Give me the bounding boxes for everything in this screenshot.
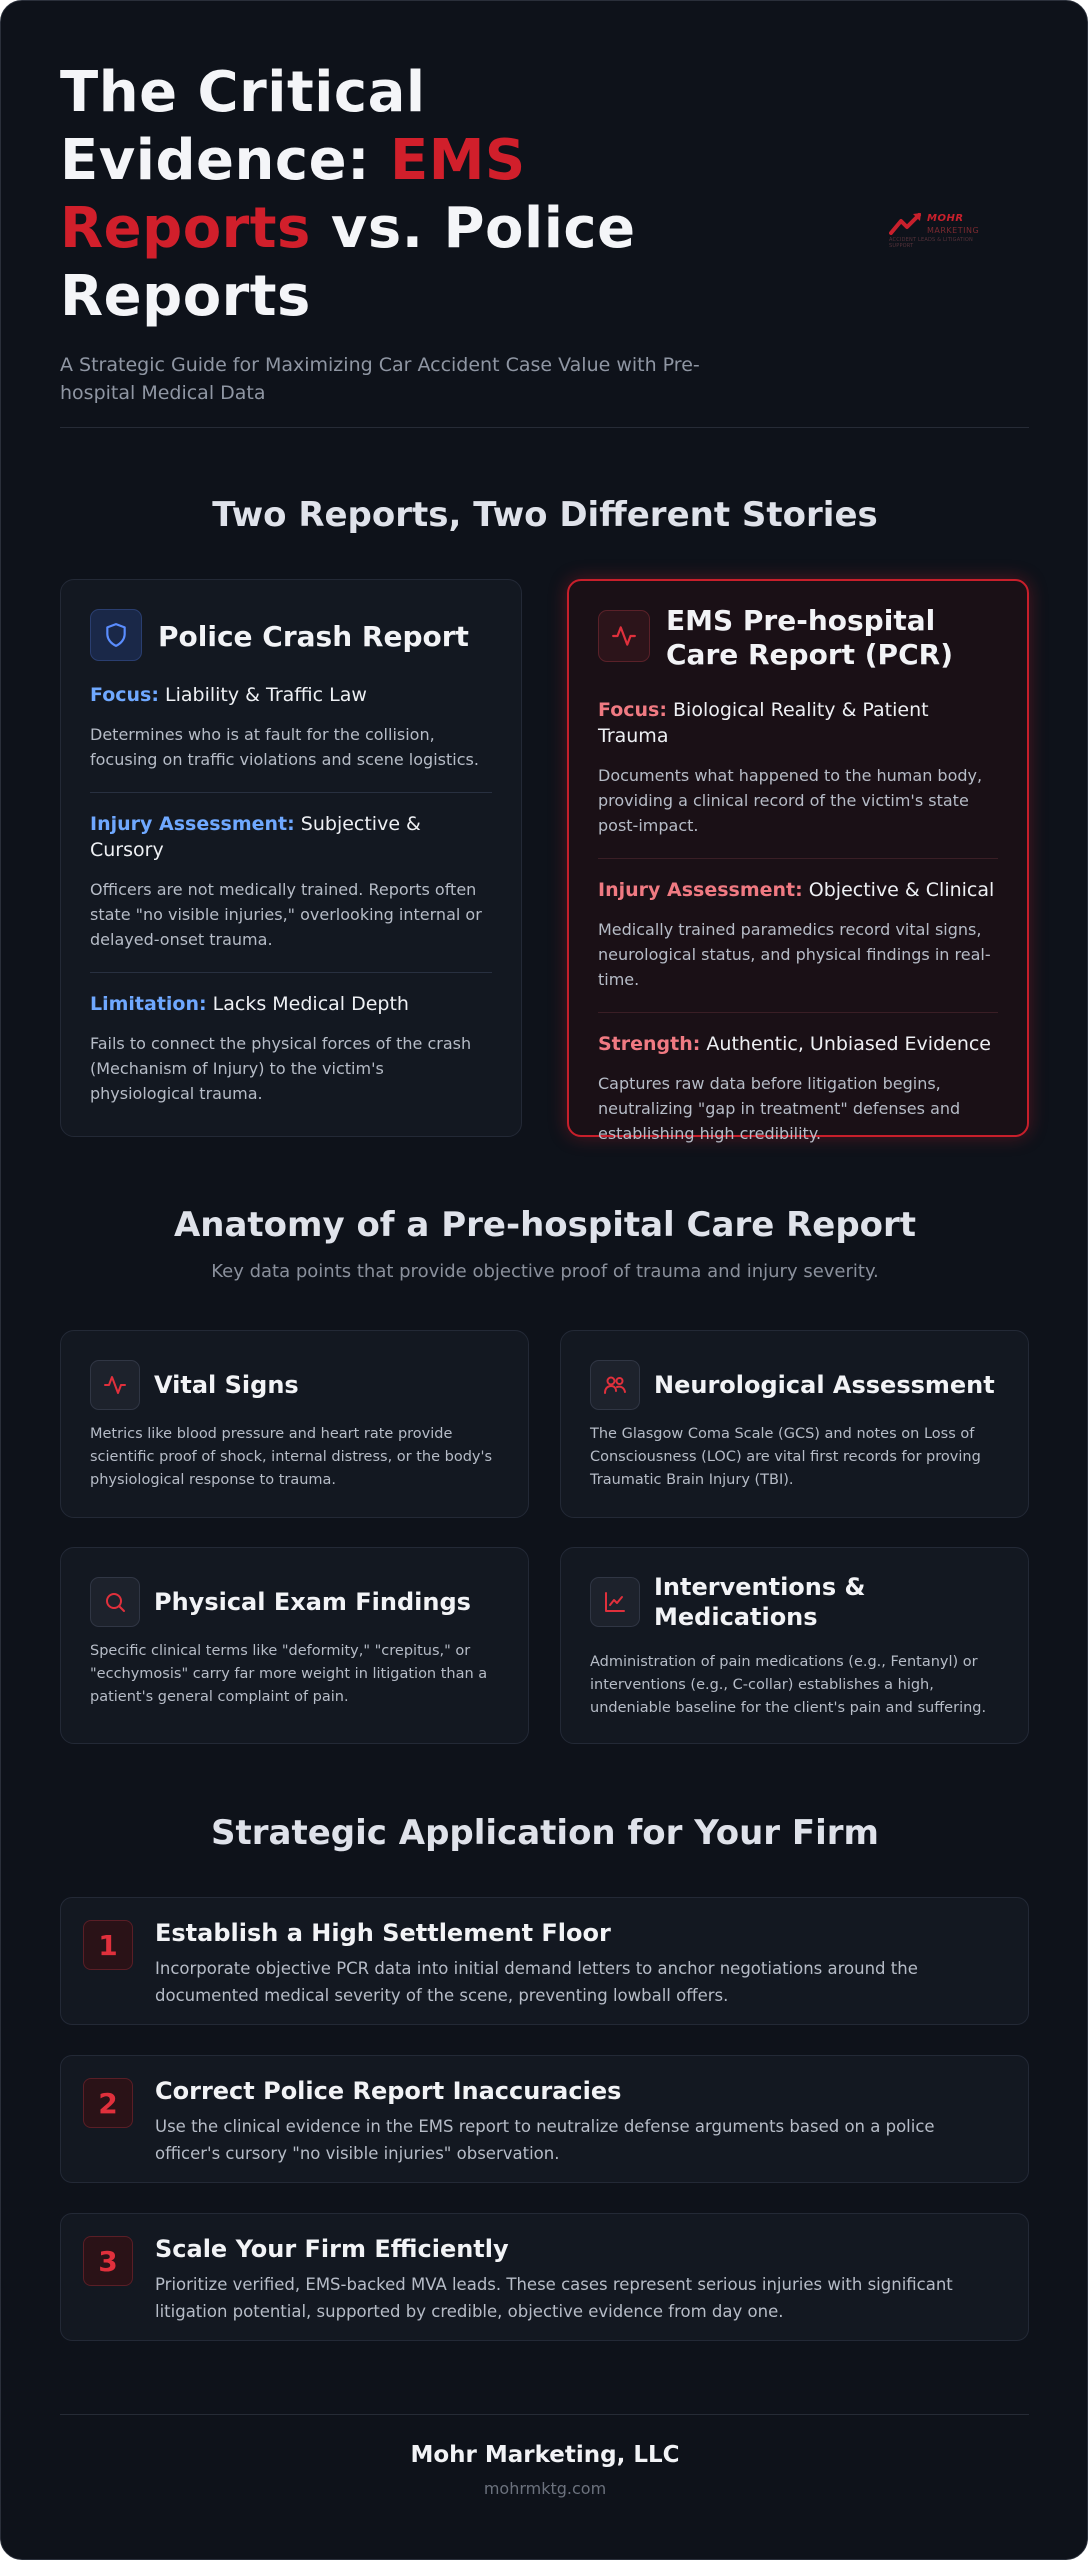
step-title: Scale Your Firm Efficiently (155, 2235, 509, 2263)
police-item (90, 811, 492, 973)
item-key: Focus: (90, 684, 159, 706)
anatomy-icon-box (90, 1360, 140, 1410)
police-icon-box (90, 609, 142, 661)
item-desc: Documents what happened to the human body, providing a clinical record of the victim's state post-impact. (598, 766, 983, 835)
strategy-step (60, 2055, 1029, 2183)
ems-icon-box (598, 610, 650, 662)
ems-items (598, 697, 998, 1146)
item-value: Liability & Traffic Law (165, 684, 367, 706)
chart-icon (603, 1590, 627, 1614)
header (60, 59, 1029, 429)
ems-item (598, 1031, 998, 1146)
footer-divider (60, 2414, 1029, 2415)
ems-card-title: EMS Pre-hospital Care Report (PCR) (666, 604, 953, 671)
footer-company: Mohr Marketing, LLC (410, 2442, 680, 2468)
police-card-title: Police Crash Report (158, 620, 469, 653)
step-title: Correct Police Report Inaccuracies (155, 2077, 622, 2105)
title-accent: EMS Reports (60, 128, 526, 261)
anatomy-card-physical-exam (60, 1547, 529, 1744)
anatomy-card-title: Vital Signs (154, 1371, 299, 1399)
item-desc: Fails to connect the physical forces of the crash (Mechanism of Injury) to the victim's physiological trauma. (90, 1034, 472, 1103)
step-number: 1 (83, 1920, 133, 1970)
ems-report-card (567, 579, 1029, 1143)
ems-item (598, 697, 998, 859)
item-key: Limitation: (90, 993, 207, 1015)
anatomy-section-title: Anatomy of a Pre-hospital Care Report (173, 1205, 917, 1245)
item-key: Injury Assessment: (598, 879, 803, 901)
anatomy-card-desc: Metrics like blood pressure and heart rate provide scientific proof of shock, internal distress, or the body's physiological response to trauma. (90, 1426, 493, 1488)
anatomy-icon-box (90, 1577, 140, 1627)
anatomy-card-desc: Administration of pain medications (e.g., Fentanyl) or interventions (e.g., C-collar) establishes a high, undeniable baseline for the client's pain and suffering. (590, 1654, 987, 1716)
police-card-header (90, 609, 501, 669)
pulse-icon (103, 1373, 127, 1397)
footer-url[interactable]: mohrmktg.com (483, 2479, 607, 2498)
step-desc: Use the clinical evidence in the EMS report to neutralize defense arguments based on a police officer's cursory "no visible injuries" observation. (155, 2117, 935, 2163)
ems-item (598, 877, 998, 1013)
title-part-1: The Critical Evidence: (60, 60, 426, 193)
shield-icon (103, 622, 129, 648)
item-desc: Officers are not medically trained. Reports often state "no visible injuries," overlooking internal or delayed-onset trauma. (90, 880, 482, 949)
anatomy-card-desc: Specific clinical terms like "deformity," "crepitus," or "ecchymosis" carry far more weight in litigation than a patient's general complaint of pain. (90, 1643, 488, 1705)
step-number: 3 (83, 2236, 133, 2286)
page-title (60, 59, 700, 331)
item-value: Lacks Medical Depth (212, 993, 409, 1015)
police-item (90, 991, 492, 1106)
anatomy-card-title: Physical Exam Findings (154, 1588, 471, 1616)
anatomy-section-subtitle: Key data points that provide objective proof of trauma and injury severity. (211, 1261, 879, 1282)
anatomy-card-vital-signs (60, 1330, 529, 1518)
police-report-card (60, 579, 522, 1137)
page-subtitle: A Strategic Guide for Maximizing Car Accident Case Value with Pre-hospital Medical Data (60, 354, 700, 404)
item-value: Authentic, Unbiased Evidence (706, 1033, 991, 1055)
strategy-section-title: Strategic Application for Your Firm (211, 1813, 879, 1853)
comparison-section-title: Two Reports, Two Different Stories (212, 495, 878, 535)
item-value: Subjective & Cursory (90, 813, 421, 861)
item-key: Focus: (598, 699, 667, 721)
step-title: Establish a High Settlement Floor (155, 1919, 611, 1947)
step-number: 2 (83, 2078, 133, 2128)
strategy-step (60, 2213, 1029, 2341)
anatomy-card-title: Interventions & Medications (654, 1573, 866, 1631)
police-items (90, 682, 492, 1106)
pulse-icon (611, 623, 637, 649)
company-logo (889, 207, 999, 249)
item-value: Biological Reality & Patient Trauma (598, 699, 929, 747)
item-desc: Determines who is at fault for the collision, focusing on traffic violations and scene logistics. (90, 725, 479, 769)
title-part-2: vs. Police Reports (60, 196, 636, 329)
anatomy-icon-box (590, 1577, 640, 1627)
item-value: Objective & Clinical (808, 879, 995, 901)
anatomy-icon-box (590, 1360, 640, 1410)
logo-name: MOHR (927, 213, 964, 224)
search-icon (103, 1590, 127, 1614)
users-icon (603, 1373, 627, 1397)
logo-tagline: MARKETING (927, 226, 980, 235)
logo-arrow-icon (889, 211, 925, 235)
header-divider (60, 427, 1029, 428)
item-key: Injury Assessment: (90, 813, 295, 835)
anatomy-card-title: Neurological Assessment (654, 1371, 995, 1399)
step-desc: Prioritize verified, EMS-backed MVA leads. These cases represent serious injuries with significant litigation potential, supported by credible, objective evidence from day one. (155, 2275, 953, 2321)
step-desc: Incorporate objective PCR data into initial demand letters to anchor negotiations around the documented medical severity of the scene, preventing lowball offers. (155, 1959, 918, 2005)
item-key: Strength: (598, 1033, 701, 1055)
anatomy-card-neurological (560, 1330, 1029, 1518)
anatomy-card-interventions (560, 1547, 1029, 1744)
strategy-step (60, 1897, 1029, 2025)
item-desc: Captures raw data before litigation begins, neutralizing "gap in treatment" defenses and establishing high credibility. (598, 1074, 961, 1143)
logo-fine-print: ACCIDENT LEADS & LITIGATION SUPPORT (889, 237, 973, 249)
item-desc: Medically trained paramedics record vital signs, neurological status, and physical findings in real-time. (598, 920, 991, 989)
ems-card-header (598, 604, 1007, 671)
police-item (90, 682, 492, 793)
anatomy-card-desc: The Glasgow Coma Scale (GCS) and notes on Loss of Consciousness (LOC) are vital first records for proving Traumatic Brain Injury (TBI). (590, 1426, 981, 1488)
